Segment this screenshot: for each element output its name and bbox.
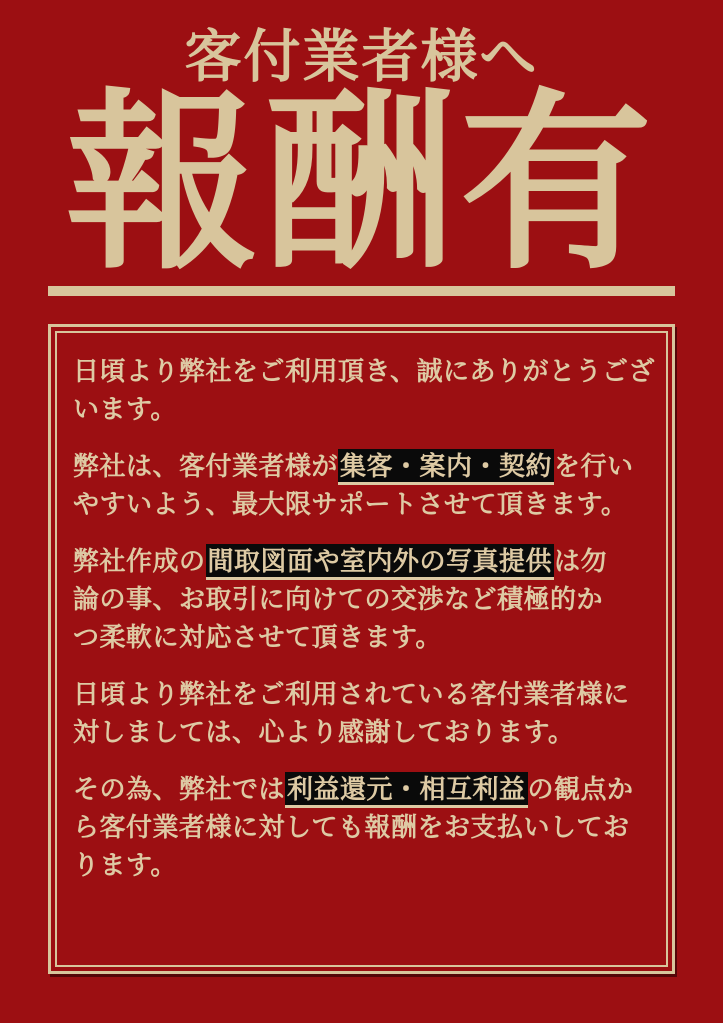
poster-title-underline [48, 71, 675, 296]
text-line [73, 676, 652, 714]
highlighted-text: 利益還元・相互利益 [285, 772, 528, 808]
text-line [73, 448, 652, 486]
body-text: を行い [554, 452, 634, 482]
text-line [73, 391, 652, 429]
body-text: ら客付業者様に対しても報酬をお支払いしてお [73, 813, 630, 843]
poster-title: 報酬有 [66, 71, 657, 296]
paragraph-list [73, 353, 655, 885]
body-text: 日頃より弊社をご利用されている客付業者様に [73, 680, 630, 710]
text-line [73, 619, 652, 657]
body-text: やすいよう、最大限サポートさせて頂きます。 [73, 490, 628, 520]
paragraph [73, 543, 652, 657]
text-line [73, 771, 652, 809]
body-text: 対しましては、心より感謝しております。 [73, 718, 575, 748]
body-text: います。 [73, 395, 177, 425]
text-line [73, 847, 652, 885]
text-line [73, 581, 652, 619]
poster-subtitle: 客付業者様へ [184, 23, 539, 90]
body-text: その為、弊社では [73, 775, 286, 805]
highlighted-text: 間取図面や室内外の写真提供 [206, 544, 555, 580]
paragraph [73, 448, 652, 524]
paragraph [73, 676, 652, 752]
text-line [73, 809, 652, 847]
body-text: 論の事、お取引に向けての交渉など積極的か [73, 585, 604, 615]
body-text: の観点か [527, 775, 634, 805]
text-line [73, 543, 652, 581]
highlighted-text: 集客・案内・契約 [338, 449, 554, 485]
body-text: 日頃より弊社をご利用頂き、誠にありがとうござ [73, 357, 655, 387]
text-line [73, 486, 652, 524]
body-text: ります。 [73, 851, 177, 881]
content-frame [48, 324, 675, 974]
paragraph [73, 353, 655, 429]
body-text: 弊社作成の [73, 547, 206, 577]
content-frame-inner [55, 331, 668, 967]
body-text: つ柔軟に対応させて頂きます。 [73, 623, 442, 653]
paragraph [73, 771, 652, 885]
text-line [73, 353, 655, 391]
body-text: は勿 [554, 547, 608, 577]
body-text: 弊社は、客付業者様が [73, 452, 339, 482]
text-line [73, 714, 652, 752]
